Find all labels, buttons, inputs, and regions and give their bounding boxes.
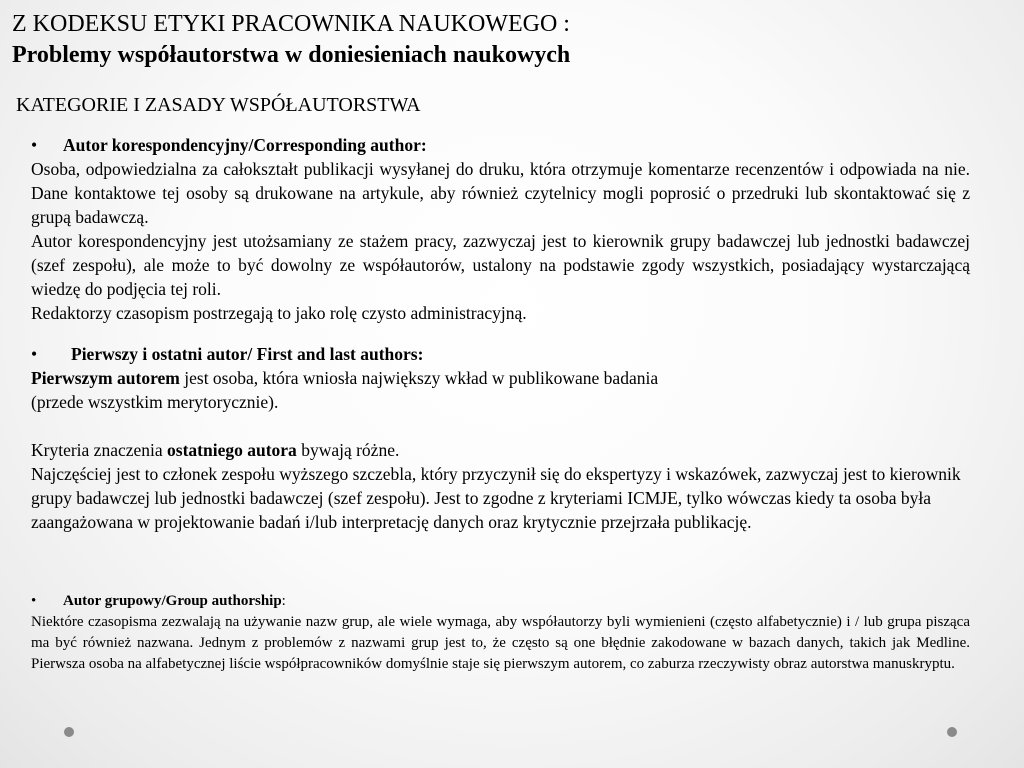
emphasis-text: ostatniego autora — [167, 440, 297, 460]
section-heading — [31, 591, 970, 612]
paragraph: Redaktorzy czasopism postrzegają to jako rolę czysto administracyjną. — [31, 303, 527, 323]
text-span: Kryteria znaczenia — [31, 440, 168, 460]
section-first-last-authors — [31, 342, 970, 534]
title-line-1: Z KODEKSU ETYKI PRACOWNIKA NAUKOWEGO : — [12, 11, 570, 37]
paragraph: Niektóre czasopisma zezwalają na używanie nazw grup, ale wiele wymaga, aby współautorzy byli wymienieni (często alfabetycznie) i / lub grupa pisząca ma być również nazwana. Jednym z problemów z nazwami grup jest to, że często są one błędnie zakodowane w bazach danych, takich jak Medline. Pierwsza osoba na alfabetycznej liście współpracowników domyślnie staje się pierwszym autorem, co zaburza rzeczywisty obraz autorstwa manuskryptu. — [31, 614, 970, 672]
title-line-2: Problemy współautorstwa w doniesieniach naukowych — [12, 42, 571, 68]
text-span: jest osoba, która wniosła największy wkład w publikowane badania — [179, 368, 659, 388]
bullet-icon: • — [31, 593, 37, 609]
emphasis-text: Pierwszym autorem — [31, 368, 180, 388]
section-corresponding-author — [31, 133, 970, 325]
section-heading — [31, 342, 970, 366]
section-heading — [31, 133, 970, 157]
section-heading-text: Pierwszy i ostatni autor/ First and last authors: — [71, 344, 424, 364]
corner-dot-left — [64, 727, 74, 737]
bullet-icon: • — [31, 344, 38, 364]
text-span: bywają różne. — [296, 440, 400, 460]
bullet-icon: • — [31, 135, 38, 155]
subtitle: KATEGORIE I ZASADY WSPÓŁAUTORSTWA — [16, 94, 421, 116]
paragraph — [31, 366, 970, 390]
section-heading-text: Autor grupowy/Group authorship — [63, 593, 282, 609]
heading-suffix: : — [281, 593, 286, 609]
paragraph — [31, 438, 970, 462]
spacer — [31, 414, 970, 438]
section-group-authorship — [31, 591, 970, 675]
paragraph: Autor korespondencyjny jest utożsamiany ze stażem pracy, zazwyczaj jest to kierownik grupy badawczej lub jednostki badawczej (szef zespołu), ale może to być dowolny ze współautorów, ustalony na podstawie zgody wszystkich, posiadający wystarczającą wiedzę do podjęcia tej roli. — [31, 231, 970, 299]
paragraph: Osoba, odpowiedzialna za całokształt publikacji wysyłanej do druku, która otrzymuje komentarze recenzentów i odpowiada na nie. Dane kontaktowe tej osoby są drukowane na artykule, aby również czytelnicy mogli poprosić o przedruki lub skontaktować się z grupą badawczą. — [31, 159, 970, 227]
paragraph: (przede wszystkim merytorycznie). — [31, 392, 279, 412]
paragraph: Najczęściej jest to członek zespołu wyższego szczebla, który przyczynił się do ekspertyzy i wskazówek, zazwyczaj jest to kierownik grupy badawczej lub jednostki badawczej (szef zespołu). Jest to zgodne z kryteriami ICMJE, tylko wówczas kiedy ta osoba była zaangażowana w projektowanie badań i/lub interpretację danych oraz krytycznie przejrzała publikację. — [31, 464, 961, 532]
corner-dot-right — [947, 727, 957, 737]
section-heading-text: Autor korespondencyjny/Corresponding author: — [63, 135, 427, 155]
